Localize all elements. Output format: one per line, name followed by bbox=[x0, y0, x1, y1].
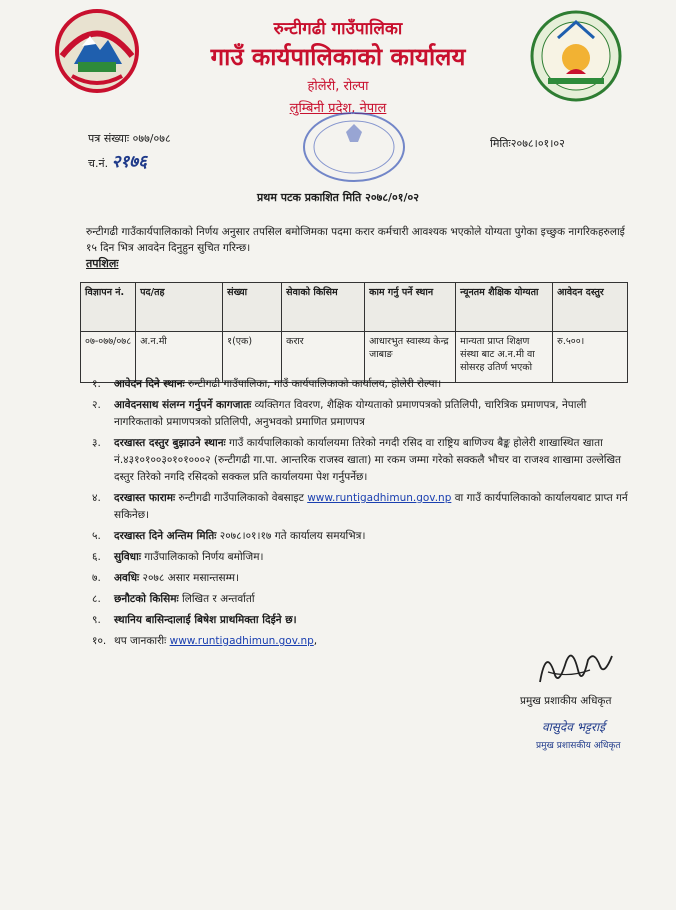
item-label: छनौटको किसिमः bbox=[114, 593, 179, 605]
item-text: थप जानकारीः bbox=[114, 635, 170, 647]
item-label: आवेदन दिने स्थानः bbox=[114, 378, 185, 390]
signatory-name-stamp: वासुदेव भट्टराई bbox=[542, 720, 605, 734]
col-ad-number: विज्ञापन नं. bbox=[81, 283, 136, 332]
item-label: स्थानिय बासिन्दालाई बिषेश प्राथमिक्ता दिईने छ। bbox=[114, 614, 297, 626]
cell-count: १(एक) bbox=[223, 332, 282, 383]
item-number: ३. bbox=[92, 437, 101, 449]
list-item bbox=[92, 570, 637, 587]
item-label: दरखास्त दिने अन्तिम मितिः bbox=[114, 530, 217, 542]
item-number: ६. bbox=[92, 551, 101, 563]
item-text: गाउँपालिकाको निर्णय बमोजिम। bbox=[140, 551, 264, 563]
list-item bbox=[92, 591, 637, 608]
intro-paragraph: रुन्टीगढी गाउँकार्यपालिकाको निर्णय अनुसार तपसिल बमोजिमका पदमा करार कर्मचारी आवश्यक भएकोले योग्यता पुगेका इच्छुक नागरिकहरुलाई १५ दिन भित्र आवदेन दिनुहुन सुचित गरिन्छ। bbox=[86, 226, 625, 254]
item-number: ९. bbox=[92, 614, 101, 626]
address-line-2: लुम्बिनी प्रदेश, नेपाल bbox=[289, 101, 387, 116]
list-item bbox=[92, 376, 637, 393]
website-link[interactable]: www.runtigadhimun.gov.np bbox=[169, 635, 314, 647]
item-number: ७. bbox=[92, 572, 101, 584]
item-text: गाउँ कार्यपालिकाको कार्यालयमा तिरेको नगदी रसिद वा राष्ट्रिय बाणिज्य बैङ्क होलेरी शाखास्थित खाता नं.४३१०१००३०१०१०००२ (रुन्टीगढी गा.पा. आन्तरिक राजस्व खाता) मा रकम जम्मा गरेको सक्कलै भौचर वा राजश्व शाखामा उल्लेखित दस्तुर तिरेको नगदि रसिदको सक्कल प्रति कार्यालयमा पेश गर्नुपर्नेछ। bbox=[114, 437, 622, 483]
letter-date: मितिः२०७८।०१।०२ bbox=[490, 137, 565, 150]
cell-qualification: मान्यता प्राप्त शिक्षण संस्था बाट अ.न.मी वा सोसरह उतिर्ण भएको bbox=[456, 332, 553, 383]
website-link[interactable]: www.runtigadhimun.gov.np bbox=[307, 492, 452, 504]
col-count: संख्या bbox=[223, 283, 282, 332]
address-line-1: होलेरी, रोल्पा bbox=[307, 79, 369, 94]
signatory-title: प्रमुख प्रशाकीय अधिकृत bbox=[520, 695, 612, 707]
list-item bbox=[92, 612, 637, 629]
office-stamp bbox=[300, 108, 408, 186]
dispatch-number-label: च.नं. bbox=[88, 157, 109, 170]
office-title: गाउँ कार्यपालिकाको कार्यालय bbox=[210, 43, 466, 71]
signatory-post-stamp: प्रमुख प्रशासकीय अधिकृत bbox=[536, 741, 621, 751]
item-text: लिखित र अन्तर्वार्ता bbox=[178, 593, 255, 605]
item-label: दरखास्त दस्तुर बुझाउने स्थानः bbox=[114, 437, 226, 449]
letter-number-value: ०७७/०७८ bbox=[132, 132, 171, 145]
item-text-cont: , bbox=[313, 635, 318, 647]
conditions-list bbox=[92, 376, 637, 654]
letter-number-label: पत्र संख्याः bbox=[88, 132, 130, 145]
details-heading: तपशिलः bbox=[86, 257, 119, 270]
item-text: २०७८।०१।१७ गते कार्यालय समयभित्र। bbox=[216, 530, 366, 542]
item-label: दरखास्त फारामः bbox=[114, 492, 176, 504]
cell-post: अ.न.मी bbox=[136, 332, 223, 383]
col-service-type: सेवाको किसिम bbox=[282, 283, 365, 332]
item-label: अवधिः bbox=[114, 572, 140, 584]
item-text: व्यक्तिगत विवरण, शैक्षिक योग्यताको प्रमाणपत्रको प्रतिलिपी, चारित्रिक प्रमाणपत्र, नेपाली नागरिकताको प्रमाणपत्रको प्रतिलिपी, अनुभवको प्रमाणित प्रमाणपत्र bbox=[114, 399, 587, 428]
table-row bbox=[81, 332, 628, 383]
dispatch-number-value: २१७६ bbox=[111, 152, 147, 172]
handwritten-signature bbox=[528, 642, 618, 694]
item-number: ५. bbox=[92, 530, 101, 542]
list-item bbox=[92, 435, 637, 486]
col-work-place: काम गर्नु पर्ने स्थान bbox=[365, 283, 456, 332]
col-fee: आवेदन दस्तुर bbox=[553, 283, 628, 332]
item-number: २. bbox=[92, 399, 101, 411]
cell-work-place: आधारभुत स्वास्थ्य केन्द्र जाबाङ bbox=[365, 332, 456, 383]
item-text: रुन्टीगढी गाउँपालिका, गाउँ कार्यपालिकाको कार्यालय, होलेरी रोल्पा। bbox=[184, 378, 442, 390]
item-label: आवेदनसाथ संलग्न गर्नुपर्ने कागजातः bbox=[114, 399, 252, 411]
list-item bbox=[92, 490, 637, 524]
cell-service-type: करार bbox=[282, 332, 365, 383]
item-text: रुन्टीगढी गाउँपालिकाको वेबसाइट bbox=[175, 492, 308, 504]
item-number: ८. bbox=[92, 593, 101, 605]
item-text: २०७८ असार मसान्तसम्म। bbox=[139, 572, 239, 584]
cell-fee: रु.५००। bbox=[553, 332, 628, 383]
cell-ad-number: ०७-०७७/०७८ bbox=[81, 332, 136, 383]
item-number: १. bbox=[92, 378, 101, 390]
municipality-name: रुन्टीगढी गाउँपालिका bbox=[273, 19, 403, 39]
letter-number bbox=[88, 131, 171, 146]
col-qualification: न्यूनतम शैक्षिक योग्यता bbox=[456, 283, 553, 332]
dispatch-number bbox=[88, 149, 147, 172]
table-header-row bbox=[81, 283, 628, 332]
item-label: सुविधाः bbox=[114, 551, 141, 563]
list-item bbox=[92, 549, 637, 566]
item-number: १०. bbox=[92, 635, 107, 647]
item-number: ४. bbox=[92, 492, 101, 504]
vacancy-table bbox=[80, 282, 628, 383]
item-text-cont: वा गाउँ कार्यपालिकाको कार्यालयबाट प्राप्त गर्न सकिनेछ। bbox=[114, 492, 628, 521]
published-date: प्रथम पटक प्रकाशित मिति २०७८/०१/०२ bbox=[257, 191, 419, 204]
list-item bbox=[92, 528, 637, 545]
list-item bbox=[92, 397, 637, 431]
col-post: पद/तह bbox=[136, 283, 223, 332]
